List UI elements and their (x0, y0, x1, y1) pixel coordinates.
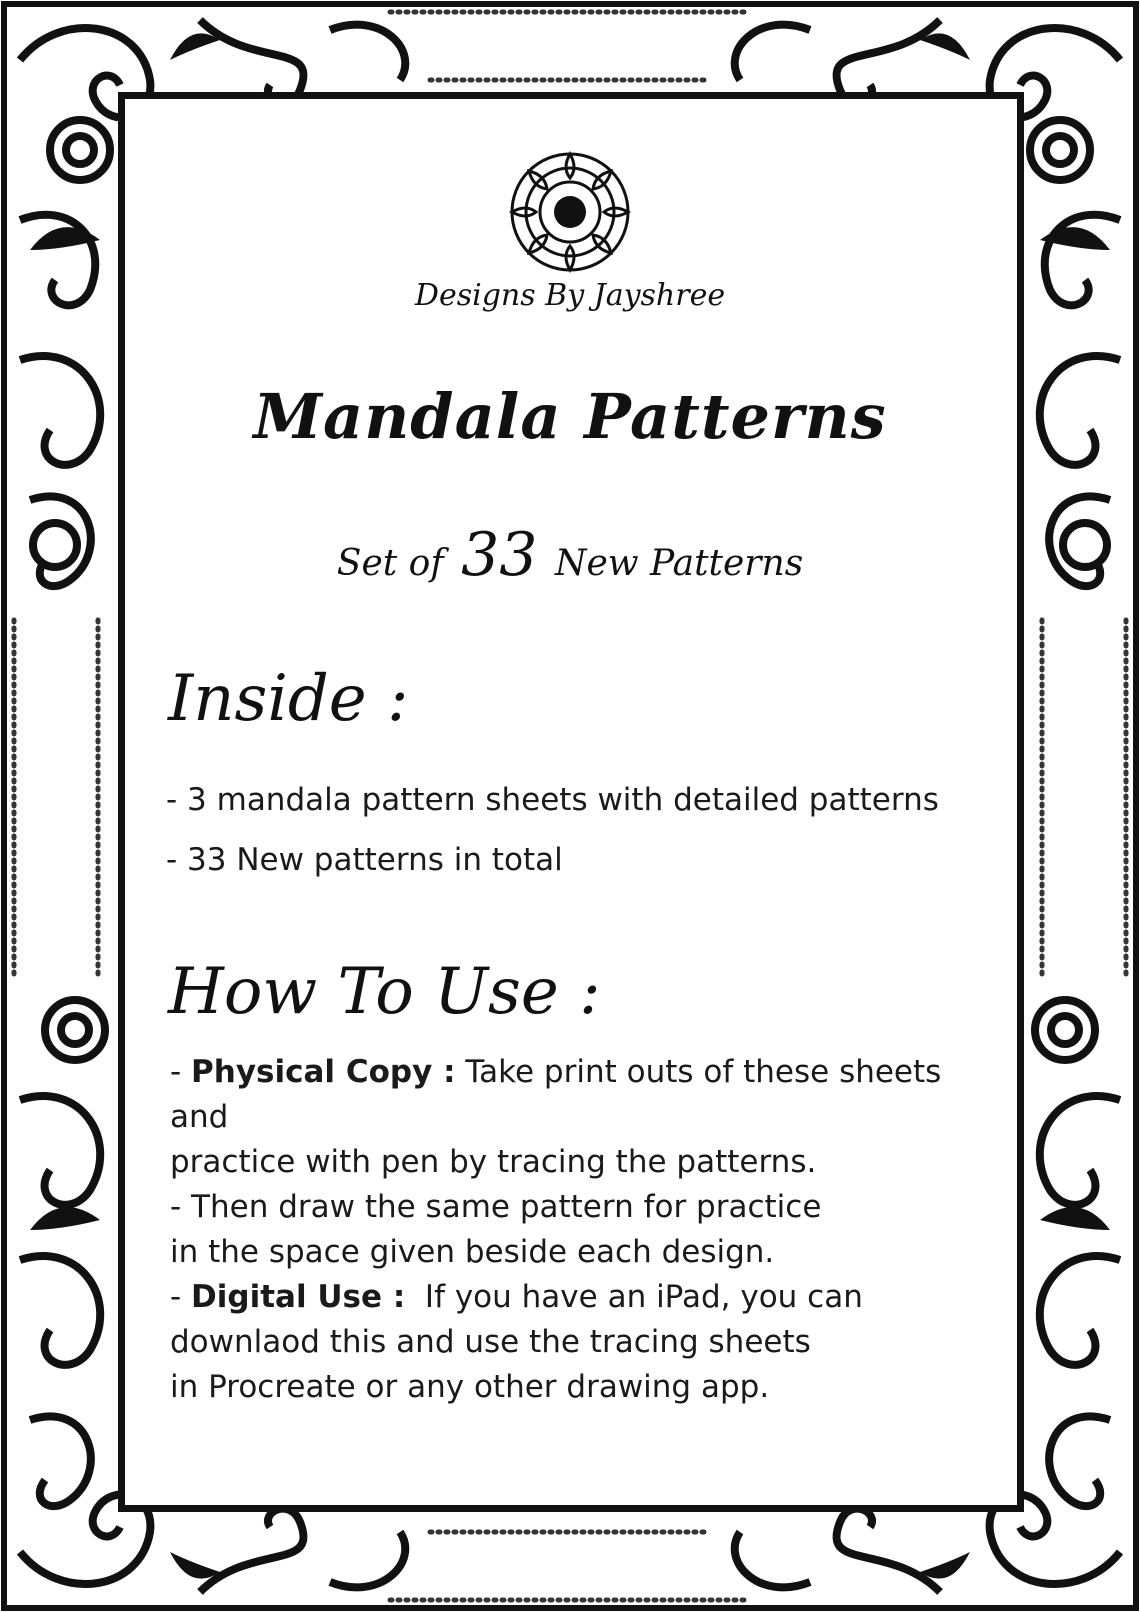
subtitle-prefix: Set of (336, 543, 444, 584)
physical-line-3: - Then draw the same pattern for practice (170, 1189, 822, 1225)
list-item: - 33 New patterns in total (166, 842, 563, 878)
mandala-logo-icon (506, 148, 634, 276)
inside-heading: Inside : (168, 662, 409, 736)
digital-line-1: - Digital Use : If you have an iPad, you can (170, 1279, 863, 1315)
how-to-use-heading: How To Use : (168, 955, 601, 1029)
physical-line-1-text: Take print outs of these sheets and (170, 1054, 942, 1135)
physical-line-1: - Physical Copy : Take print outs of these sheets and (170, 1054, 942, 1135)
list-item: - 3 mandala pattern sheets with detailed patterns (166, 782, 939, 818)
physical-line-2: practice with pen by tracing the patterns. (170, 1144, 817, 1180)
digital-line-2: downlaod this and use the tracing sheets (170, 1324, 811, 1360)
pattern-count: 33 (461, 520, 538, 590)
digital-use-label: Digital Use : (191, 1279, 406, 1315)
digital-line-3: in Procreate or any other drawing app. (170, 1369, 770, 1405)
digital-line-1-text: If you have an iPad, you can (405, 1279, 863, 1315)
digital-use-instructions (170, 1275, 990, 1410)
physical-copy-instructions (170, 1050, 990, 1275)
physical-line-4: in the space given beside each design. (170, 1234, 775, 1270)
subtitle-suffix: New Patterns (554, 543, 804, 584)
physical-copy-label: Physical Copy : (191, 1054, 456, 1090)
brand-signature: Designs By Jayshree (414, 278, 726, 313)
page-title: Mandala Patterns (253, 380, 887, 453)
subtitle (250, 520, 890, 590)
inside-list (166, 782, 966, 902)
